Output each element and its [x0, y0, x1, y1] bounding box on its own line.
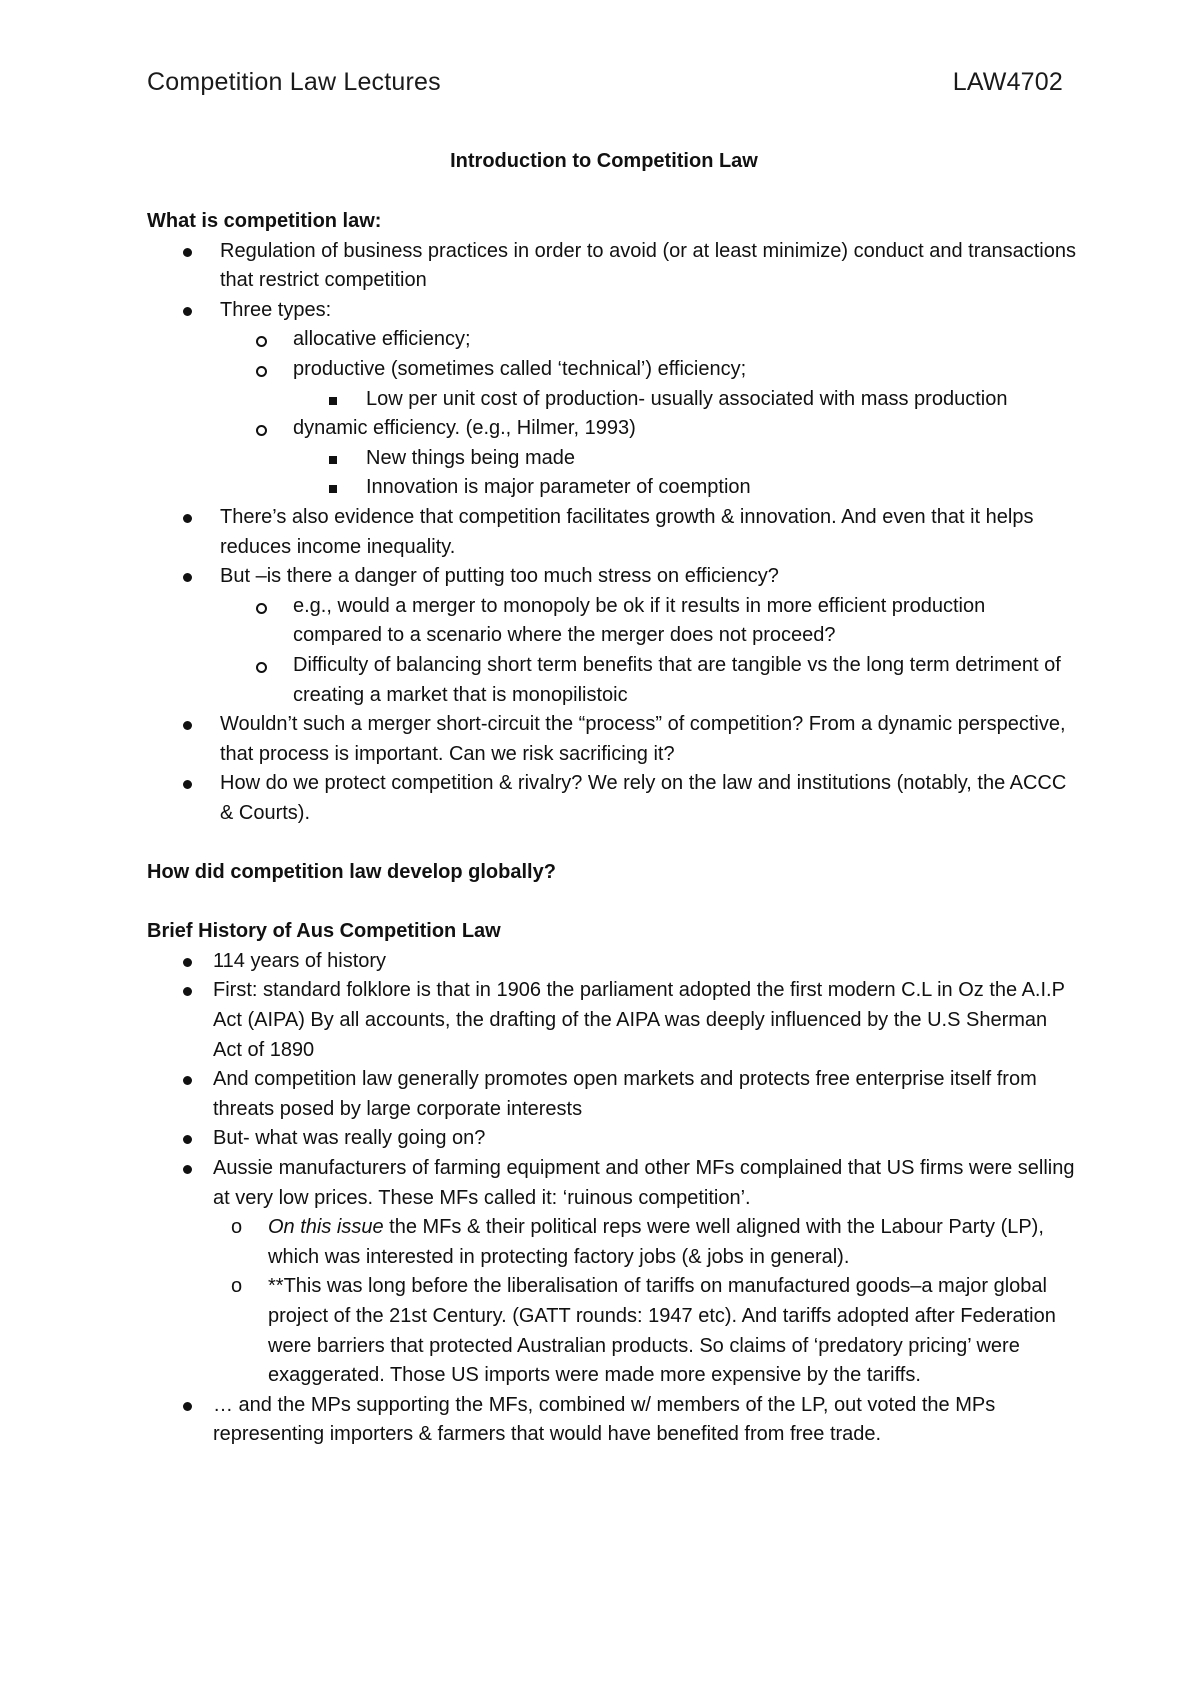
- list-item: [147, 325, 1077, 355]
- document-body: [147, 207, 1077, 1450]
- list-item-text: productive (sometimes called ‘technical’) efficiency;: [293, 357, 747, 380]
- bullet-dot-icon: [183, 1402, 192, 1411]
- list-item: [147, 355, 1077, 385]
- bullet-dot-icon: [183, 1165, 192, 1174]
- bullet-square-icon: [329, 456, 337, 464]
- header-course-title: Competition Law Lectures: [147, 68, 441, 96]
- list-item-text: **This was long before the liberalisation of tariffs on manufactured goods–a major global project of the 21st Century. (GATT rounds: 1947 etc). And tariffs adopted after Federation were barriers that protected Australian products. So claims of ‘predatory pricing’ were exaggerated. Those US imports were made more expensive by the tariffs.: [268, 1275, 1056, 1387]
- list-item: [147, 592, 1077, 651]
- document-title: Introduction to Competition Law: [450, 150, 758, 172]
- bullet-letter-o-icon: o: [231, 1216, 243, 1239]
- list-item: [147, 1065, 1077, 1124]
- header-course-code: LAW4702: [952, 68, 1063, 96]
- bullet-dot-icon: [183, 307, 192, 316]
- section-heading-history: Brief History of Aus Competition Law: [147, 920, 501, 943]
- list-item-text: Difficulty of balancing short term benefits that are tangible vs the long term detriment of creating a market that is monopilistoic: [293, 653, 1061, 706]
- list-item-text: … and the MPs supporting the MFs, combined w/ members of the LP, out voted the MPs representing importers & farmers that would have benefited from free trade.: [213, 1393, 996, 1446]
- bullet-ring-icon: [256, 336, 267, 347]
- list-item-text: First: standard folklore is that in 1906 the parliament adopted the first modern C.L in Oz the A.I.P Act (AIPA) By all accounts, the drafting of the AIPA was deeply influenced by the U.S Sherman Act of 1890: [213, 979, 1065, 1061]
- list-item: [147, 1213, 1077, 1272]
- list-item-text: How do we protect competition & rivalry? We rely on the law and institutions (notably, the ACCC & Courts).: [220, 772, 1067, 824]
- bullet-ring-icon: [256, 366, 267, 377]
- list-item: [147, 947, 1077, 977]
- list-item-text: Three types:: [220, 298, 332, 321]
- list-item: [147, 385, 1077, 415]
- bullet-dot-icon: [183, 1076, 192, 1085]
- list-item-text: There’s also evidence that competition facilitates growth & innovation. And even that it helps reduces income inequality.: [220, 505, 1034, 558]
- list-item: [147, 473, 1077, 503]
- bullet-ring-icon: [256, 662, 267, 673]
- list-item: [147, 769, 1077, 828]
- list-item-text: Innovation is major parameter of coemption: [366, 476, 751, 499]
- list-item: [147, 651, 1077, 710]
- list-item: [147, 1272, 1077, 1390]
- list-item-text: allocative efficiency;: [293, 328, 471, 351]
- bullet-dot-icon: [183, 958, 192, 967]
- list-item-text: Regulation of business practices in order to avoid (or at least minimize) conduct and transactions that restrict competition: [220, 239, 1076, 292]
- bullet-dot-icon: [183, 514, 192, 523]
- list-item-text: the MFs & their political reps were well aligned with the Labour Party (LP), which was interested in protecting factory jobs (& jobs in general).: [268, 1216, 1044, 1268]
- list-item: [147, 296, 1077, 326]
- list-item-text: Low per unit cost of production- usually associated with mass production: [366, 387, 1008, 410]
- bullet-ring-icon: [256, 603, 267, 614]
- list-item-emphasis: On this issue: [268, 1216, 384, 1239]
- list-item-text: New things being made: [366, 446, 576, 469]
- bullet-dot-icon: [183, 780, 192, 789]
- bullet-ring-icon: [256, 425, 267, 436]
- bullet-dot-icon: [183, 573, 192, 582]
- bullet-square-icon: [329, 485, 337, 493]
- list-item-text: 114 years of history: [213, 949, 387, 972]
- bullet-dot-icon: [183, 987, 192, 996]
- list-item: [147, 976, 1077, 1065]
- list-item-text: Aussie manufacturers of farming equipment and other MFs complained that US firms were selling at very low prices. These MFs called it: ‘ruinous competition’.: [213, 1157, 1075, 1209]
- bullet-square-icon: [329, 397, 337, 405]
- list-item-text: Wouldn’t such a merger short-circuit the “process” of competition? From a dynamic perspective, that process is important. Can we risk sacrificing it?: [220, 713, 1066, 765]
- list-item-text: e.g., would a merger to monopoly be ok if it results in more efficient production compared to a scenario where the merger does not proceed?: [293, 594, 986, 647]
- list-item-text: And competition law generally promotes open markets and protects free enterprise itself from threats posed by large corporate interests: [213, 1068, 1037, 1120]
- list-item: [147, 562, 1077, 592]
- list-item: [147, 710, 1077, 769]
- bullet-dot-icon: [183, 248, 192, 257]
- list-item-text: But- what was really going on?: [213, 1127, 486, 1150]
- bullet-dot-icon: [183, 1135, 192, 1144]
- section-heading-what-is: What is competition law:: [147, 210, 382, 232]
- list-item: [147, 414, 1077, 444]
- list-item: [147, 444, 1077, 474]
- list-item: [147, 503, 1077, 562]
- list-item: [147, 1124, 1077, 1154]
- list-item: [147, 237, 1077, 296]
- list-item-text: dynamic efficiency. (e.g., Hilmer, 1993): [293, 417, 636, 440]
- list-item: [147, 1391, 1077, 1450]
- list-item: [147, 1154, 1077, 1213]
- section-heading-global: How did competition law develop globally?: [147, 861, 556, 884]
- bullet-dot-icon: [183, 721, 192, 730]
- list-item-text: But –is there a danger of putting too much stress on efficiency?: [220, 565, 779, 588]
- bullet-letter-o-icon: o: [231, 1275, 243, 1298]
